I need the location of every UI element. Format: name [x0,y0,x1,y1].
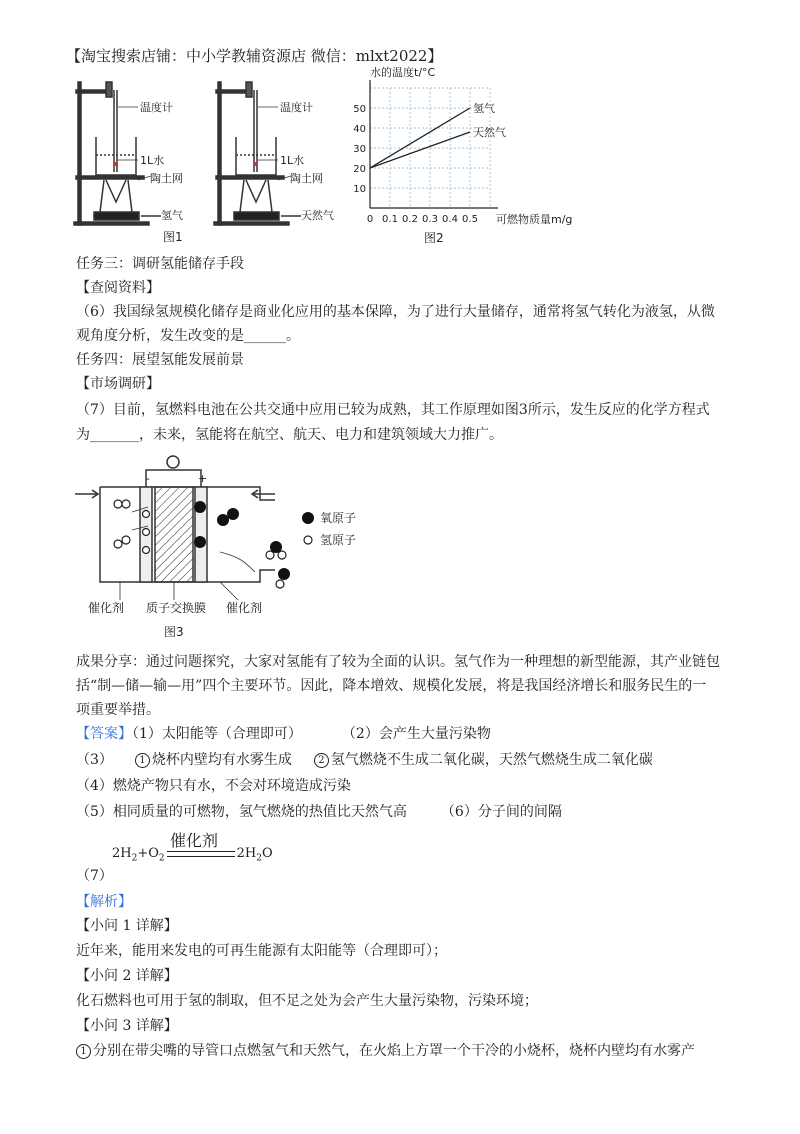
sub-question-1-title: 【小问 1 详解】 [76,918,178,934]
label-water-right: 1L水 [280,154,305,167]
share-line-2: 括“制—储—输—用”四个主要环节。因此，降本增效、规模化发展，将是我国经济增长和服务民生的一 [76,678,707,694]
answer-1: （1）太阳能等（合理即可） [132,726,302,742]
equation-right-2: O [261,846,273,861]
oxygen-atoms [194,501,290,580]
label-catalyst-left: 催化剂 [88,601,125,615]
answer-7: （7） [76,868,113,884]
chart-y-tick-label: 10 [353,184,366,195]
label-mesh-left: 陶土网 [150,172,183,185]
legend-hydrogen-label: 氢原子 [320,533,357,547]
task4-heading: 任务四：展望氢能发展前景 [76,352,244,368]
question-6-line-1: （6）我国绿氢规模化储存是商业化应用的基本保障，为了进行大量储存，通常将氢气转化为液氢，从微 [76,304,715,320]
circled-number: 1 [135,753,150,768]
legend-hydrogen-icon [304,536,312,544]
chart-y-tick-label: 50 [353,104,366,115]
label-gas-right: 天然气 [301,209,334,222]
equation-condition: 催化剂 [170,831,219,850]
equation-arrow [167,851,235,857]
question-7-line-2: 为_______，未来，氢能将在航空、航天、电力和建筑领域大力推广。 [76,427,503,443]
figure-2-chart [348,62,588,247]
chart-x-tick-label: 0 [366,214,374,225]
answer-tag: 【答案】 [76,726,132,742]
share-line-1: 成果分享：通过问题探究，大家对氢能有了较为全面的认识。氢气作为一种理想的新型能源，其产业链包 [76,654,720,670]
circled-number: 1 [76,1044,91,1059]
chart-y-tick-label: 40 [353,124,366,135]
answer-6: （6）分子间的间隔 [440,804,562,820]
figure-3 [70,452,400,644]
answer-2: （2）会产生大量污染物 [341,726,491,742]
equation-left: 2H [112,846,132,861]
reference-heading: 【查阅资料】 [76,280,160,296]
label-membrane: 质子交换膜 [146,601,207,615]
legend-oxygen-icon [302,512,314,524]
market-heading: 【市场调研】 [76,376,160,392]
sub-question-1-text: 近年来，能用来发电的可再生能源有太阳能等（合理即可）； [76,943,447,959]
answer-row-3 [76,750,653,770]
chart-x-tick-label: 0.1 [382,214,398,225]
label-mesh-right: 陶土网 [290,172,323,185]
chart-series-label: 氢气 [473,102,495,115]
answer-row-1 [76,724,491,744]
chart-y-tick-label: 30 [353,144,366,155]
chart-series-label: 天然气 [473,126,506,139]
sub-question-3-title: 【小问 3 详解】 [76,1018,178,1034]
chart-x-tick-label: 0.5 [462,214,478,225]
sub-question-2-title: 【小问 2 详解】 [76,968,178,984]
chemical-equation: 催化剂 $2H_2+O_2$ $2H_2O$ [112,828,312,868]
answer-row-5 [76,802,562,822]
chart-x-label: 可燃物质量m/g [496,213,573,226]
figure-2-caption: 图2 [424,231,444,245]
label-water-left: 1L水 [140,154,165,167]
question-7-line-1: （7）目前，氢燃料电池在公共交通中应用已较为成熟，其工作原理如图3所示，发生反应的化学方程式 [76,402,710,418]
answer-3-number: （3） [76,752,113,768]
figure-1-caption: 图1 [163,230,183,244]
analysis-tag: 【解析】 [76,894,132,910]
electrode-plus: + [198,472,208,485]
share-line-3: 项重要举措。 [76,702,160,718]
page-header: 【淘宝搜索店铺：中小学教辅资源店 微信：mlxt2022】 [66,47,443,65]
question-6-line-2: 观角度分析，发生改变的是______。 [76,328,300,344]
answer-4: （4）燃烧产物只有水，不会对环境造成污染 [76,778,351,794]
sub-question-2-text: 化石燃料也可用于氢的制取，但不足之处为会产生大量污染物，污染环境； [76,993,538,1009]
chart-x-tick-label: 0.2 [402,214,418,225]
label-gas-left: 氢气 [161,209,183,222]
equation-right: 2H [236,846,257,861]
label-thermometer-right: 温度计 [280,101,313,114]
chart-y-tick-label: 20 [353,164,366,175]
chart-y-label: 水的温度t/°C [370,66,436,79]
chart-x-tick-label: 0.4 [442,214,458,225]
task3-heading: 任务三：调研氢能储存手段 [76,256,244,272]
answer-5: （5）相同质量的可燃物，氢气燃烧的热值比天然气高 [76,804,407,820]
answer-3-part-1: 烧杯内壁均有水雾生成 [151,752,292,768]
legend-oxygen-label: 氧原子 [320,511,357,525]
chart-x-tick-label: 0.3 [422,214,438,225]
figure-3-caption: 图3 [164,625,184,639]
label-thermometer-left: 温度计 [140,101,173,114]
circled-number: 2 [314,753,329,768]
figure-1 [66,72,356,247]
electrode-minus: - [146,472,150,485]
equation-plus: +O [137,846,159,861]
sub-question-3-text: 1 分别在带尖嘴的导管口点燃氢气和天然气，在火焰上方罩一个干冷的小烧杯，烧杯内壁均有水雾产 [76,1041,695,1061]
answer-3-part-2: 氢气燃烧不生成二氧化碳，天然气燃烧生成二氧化碳 [330,752,653,768]
label-catalyst-right: 催化剂 [226,601,263,615]
